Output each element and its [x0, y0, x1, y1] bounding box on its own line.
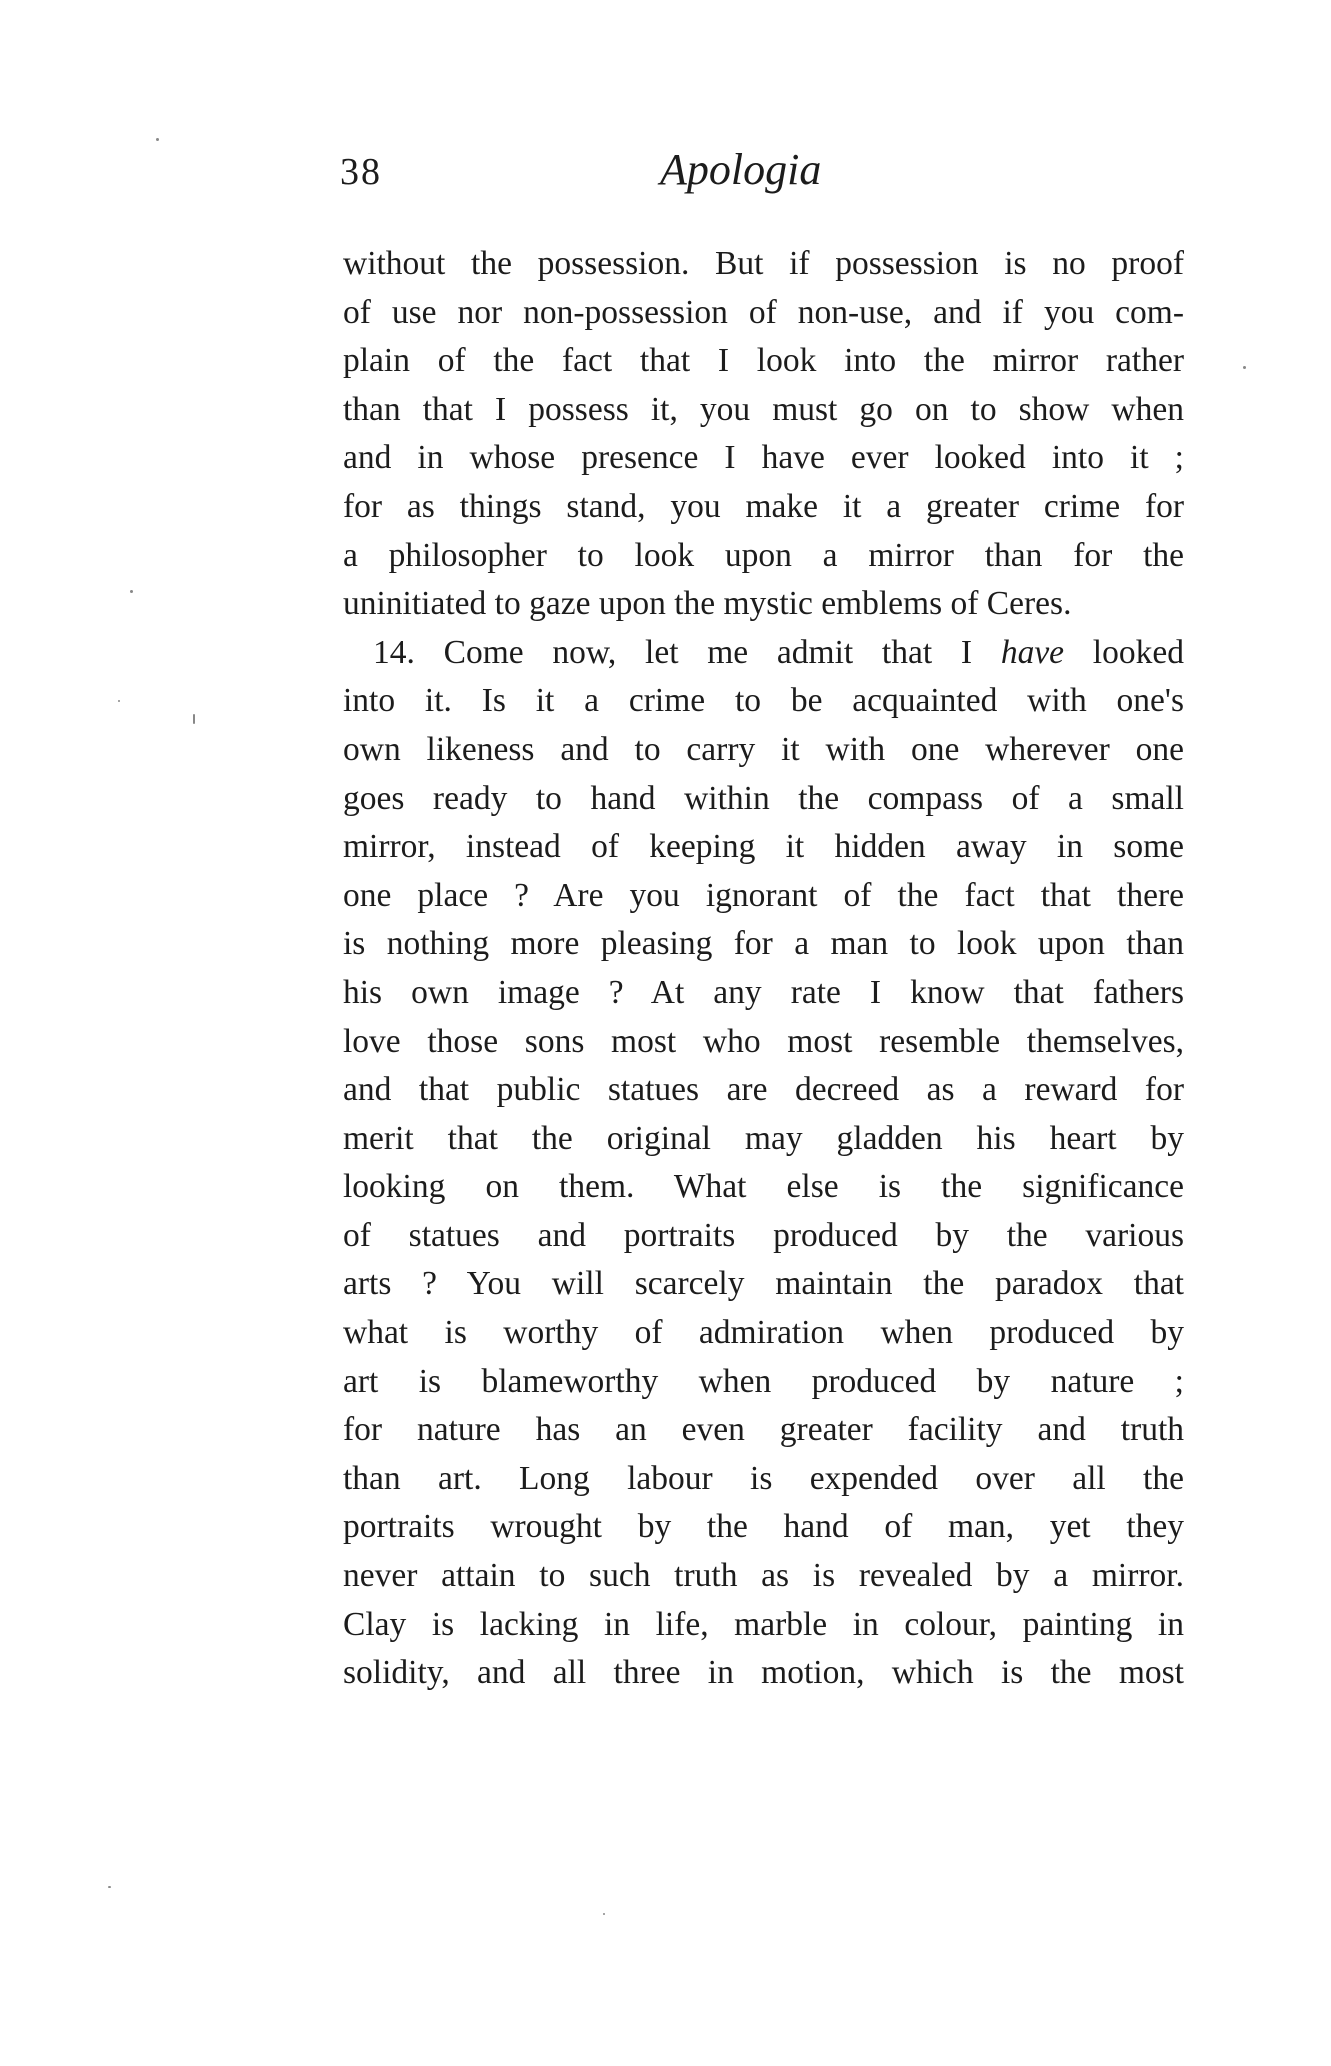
text-line: looking on them. What else is the significance — [343, 1168, 1184, 1206]
text-line: Clay is lacking in life, marble in colour, painting in — [343, 1605, 1184, 1643]
section-line-start: 14. Come now, let me admit that I — [373, 633, 1001, 671]
text-line: his own image ? At any rate I know that fathers — [343, 973, 1184, 1011]
body-text — [343, 240, 1184, 1698]
scan-speck — [130, 590, 133, 593]
emphasized-word: have — [1000, 633, 1065, 671]
text-line: plain of the fact that I look into the mirror rather — [343, 342, 1184, 380]
text-line: one place ? Are you ignorant of the fact that there — [343, 876, 1184, 914]
section-line-end: looked — [1064, 633, 1184, 671]
text-line: uninitiated to gaze upon the mystic emblems of Ceres. — [343, 585, 1072, 623]
text-line: of statues and portraits produced by the various — [343, 1216, 1184, 1254]
text-line: what is worthy of admiration when produced by — [343, 1314, 1184, 1352]
text-line: never attain to such truth as is revealed by a mirror. — [343, 1557, 1184, 1595]
text-line: of use nor non-possession of non-use, and if you com- — [343, 293, 1184, 331]
scan-speck — [1243, 366, 1246, 369]
text-line: goes ready to hand within the compass of a small — [343, 779, 1184, 817]
section-14-first-line — [343, 629, 1184, 678]
text-line: arts ? You will scarcely maintain the paradox that — [343, 1265, 1184, 1303]
text-line: into it. Is it a crime to be acquainted with one's — [343, 682, 1184, 720]
text-line: love those sons most who most resemble themselves, — [343, 1022, 1184, 1060]
page-number: 38 — [340, 151, 382, 193]
text-line: is nothing more pleasing for a man to look upon than — [343, 925, 1184, 963]
text-line: and that public statues are decreed as a reward for — [343, 1071, 1184, 1109]
text-line: than that I possess it, you must go on to show when — [343, 390, 1184, 428]
page-header — [340, 145, 1182, 210]
text-line: a philosopher to look upon a mirror than for the — [343, 536, 1184, 574]
text-line: without the possession. But if possession is no proof — [343, 245, 1184, 282]
scan-speck — [108, 1886, 111, 1888]
text-line: solidity, and all three in motion, which is the most — [343, 1654, 1184, 1692]
text-line: mirror, instead of keeping it hidden away in some — [343, 828, 1184, 866]
text-line: portraits wrought by the hand of man, yet they — [343, 1508, 1184, 1546]
text-line: and in whose presence I have ever looked into it ; — [343, 439, 1184, 477]
text-line: own likeness and to carry it with one wherever one — [343, 730, 1184, 768]
scan-speck — [193, 714, 195, 724]
scan-speck — [118, 700, 120, 702]
text-line: art is blameworthy when produced by nature ; — [343, 1362, 1184, 1400]
text-line: than art. Long labour is expended over all the — [343, 1459, 1184, 1497]
running-head: Apologia — [660, 145, 822, 194]
scan-speck — [603, 1913, 605, 1915]
scan-speck — [156, 138, 159, 141]
text-line: for nature has an even greater facility and truth — [343, 1411, 1184, 1449]
text-line: for as things stand, you make it a greater crime for — [343, 487, 1184, 525]
text-line: merit that the original may gladden his heart by — [343, 1119, 1184, 1157]
